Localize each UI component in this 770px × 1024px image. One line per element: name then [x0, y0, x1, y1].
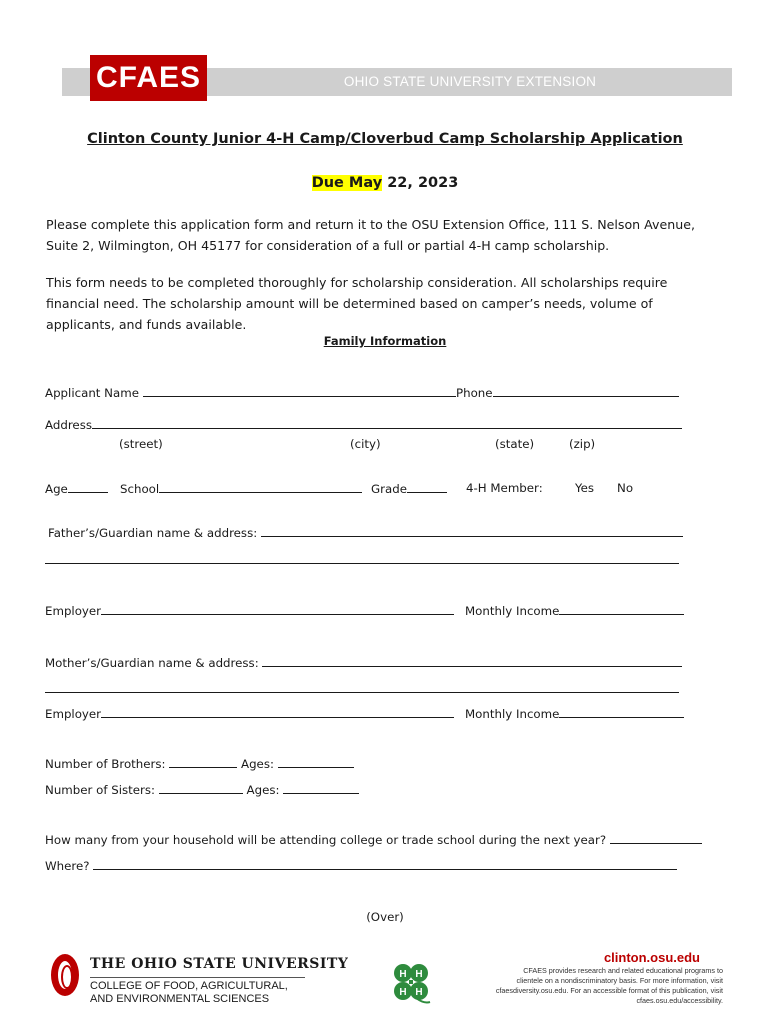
mother-income-line[interactable]: [559, 706, 684, 718]
mother-line[interactable]: [262, 655, 682, 667]
mother-income-field[interactable]: [465, 706, 684, 721]
sisters-ages-line[interactable]: [283, 782, 359, 794]
grade-field[interactable]: [371, 481, 447, 496]
address-field[interactable]: [45, 417, 682, 432]
father-address-field[interactable]: [45, 552, 679, 567]
svg-text:H: H: [415, 987, 423, 998]
where-field[interactable]: [45, 858, 677, 873]
footer-divider: [90, 977, 305, 978]
nondiscrimination-notice: CFAES provides research and related educational programs to clientele on a nondiscriminatory basis. For more information, visit cfaesdiversity.osu.edu. For an accessible format of this publication, visit cfaes.osu.edu/accessibility.: [495, 966, 723, 1005]
over-note: (Over): [366, 910, 404, 924]
mother-address-line[interactable]: [45, 681, 679, 693]
sisters-label: Number of Sisters:: [45, 783, 156, 797]
school-field[interactable]: [120, 481, 362, 496]
phone-label: Phone: [456, 386, 493, 400]
father-line[interactable]: [261, 525, 683, 537]
college-line-2: AND ENVIRONMENTAL SCIENCES: [90, 993, 270, 1005]
school-label: School: [120, 482, 160, 496]
state-caption: (state): [495, 437, 535, 451]
applicant-name-line[interactable]: [143, 385, 456, 397]
applicant-name-label: Applicant Name: [45, 386, 139, 400]
where-line[interactable]: [93, 858, 677, 870]
monthly-income-label: Monthly Income: [465, 604, 560, 618]
father-employer-line[interactable]: [101, 603, 454, 615]
monthly-income-label: Monthly Income: [465, 707, 560, 721]
phone-field[interactable]: [456, 385, 679, 400]
zip-caption: (zip): [569, 437, 596, 451]
brothers-line[interactable]: [169, 756, 237, 768]
college-line-1: COLLEGE OF FOOD, AGRICULTURAL,: [90, 980, 288, 992]
father-label: Father’s/Guardian name & address:: [48, 526, 258, 540]
employer-label: Employer: [45, 707, 102, 721]
svg-text:H: H: [399, 987, 407, 998]
grade-label: Grade: [371, 482, 407, 496]
age-label: Age: [45, 482, 68, 496]
father-employer-field[interactable]: [45, 603, 454, 618]
father-income-field[interactable]: [465, 603, 684, 618]
due-date-highlight: Due May: [311, 175, 383, 191]
phone-line[interactable]: [493, 385, 679, 397]
svg-text:H: H: [415, 969, 423, 980]
due-date: [0, 175, 770, 191]
grade-line[interactable]: [407, 481, 447, 493]
brothers-ages-line[interactable]: [278, 756, 354, 768]
employer-label: Employer: [45, 604, 102, 618]
mother-employer-line[interactable]: [101, 706, 454, 718]
need-paragraph: This form needs to be completed thoroughly for scholarship consideration. All scholarships require financial need. The scholarship amount will be determined based on camper’s needs, volume of applicants, and funds available.: [46, 275, 668, 332]
street-caption: (street): [119, 437, 163, 451]
brothers-ages-label: Ages:: [241, 757, 274, 771]
sisters-line[interactable]: [159, 782, 243, 794]
svg-text:H: H: [399, 969, 407, 980]
college-field[interactable]: [45, 832, 702, 847]
address-line[interactable]: [92, 417, 682, 429]
member-yes-option[interactable]: Yes: [575, 481, 595, 495]
age-field[interactable]: [45, 481, 108, 496]
father-income-line[interactable]: [559, 603, 684, 615]
mother-address-field[interactable]: [45, 681, 679, 696]
father-field[interactable]: [48, 525, 683, 540]
where-label: Where?: [45, 859, 90, 873]
mother-label: Mother’s/Guardian name & address:: [45, 656, 259, 670]
cfaes-logo: CFAES: [90, 55, 207, 101]
member-label: 4-H Member:: [466, 481, 543, 495]
father-address-line[interactable]: [45, 552, 679, 564]
extension-label: OHIO STATE UNIVERSITY EXTENSION: [343, 74, 597, 89]
four-h-clover-icon: [386, 958, 436, 1008]
brothers-field[interactable]: [45, 756, 354, 771]
university-name: THE OHIO STATE UNIVERSITY: [90, 956, 349, 972]
brothers-label: Number of Brothers:: [45, 757, 166, 771]
college-line[interactable]: [610, 832, 702, 844]
member-no-option[interactable]: No: [617, 481, 634, 495]
website-link[interactable]: clinton.osu.edu: [603, 950, 700, 965]
applicant-name-field[interactable]: [45, 385, 456, 400]
intro-paragraph: Please complete this application form and return it to the OSU Extension Office, 111 S. Nelson Avenue, Suite 2, Wilmington, OH 45177 for consideration of a full or partial 4-H camp scholarship.: [46, 217, 695, 253]
city-caption: (city): [350, 437, 381, 451]
college-question: How many from your household will be attending college or trade school during the next year?: [45, 833, 607, 847]
address-label: Address: [45, 418, 92, 432]
sisters-ages-label: Ages:: [246, 783, 280, 797]
sisters-field[interactable]: [45, 782, 359, 797]
mother-employer-field[interactable]: [45, 706, 454, 721]
section-title: Family Information: [323, 334, 447, 348]
page-title: Clinton County Junior 4-H Camp/Cloverbud Camp Scholarship Application: [87, 131, 683, 147]
college-name: [90, 980, 288, 1006]
school-line[interactable]: [159, 481, 362, 493]
ohio-state-o-logo: [51, 954, 79, 996]
mother-field[interactable]: [45, 655, 682, 670]
due-date-rest: 22, 2023: [382, 175, 459, 191]
age-line[interactable]: [68, 481, 108, 493]
